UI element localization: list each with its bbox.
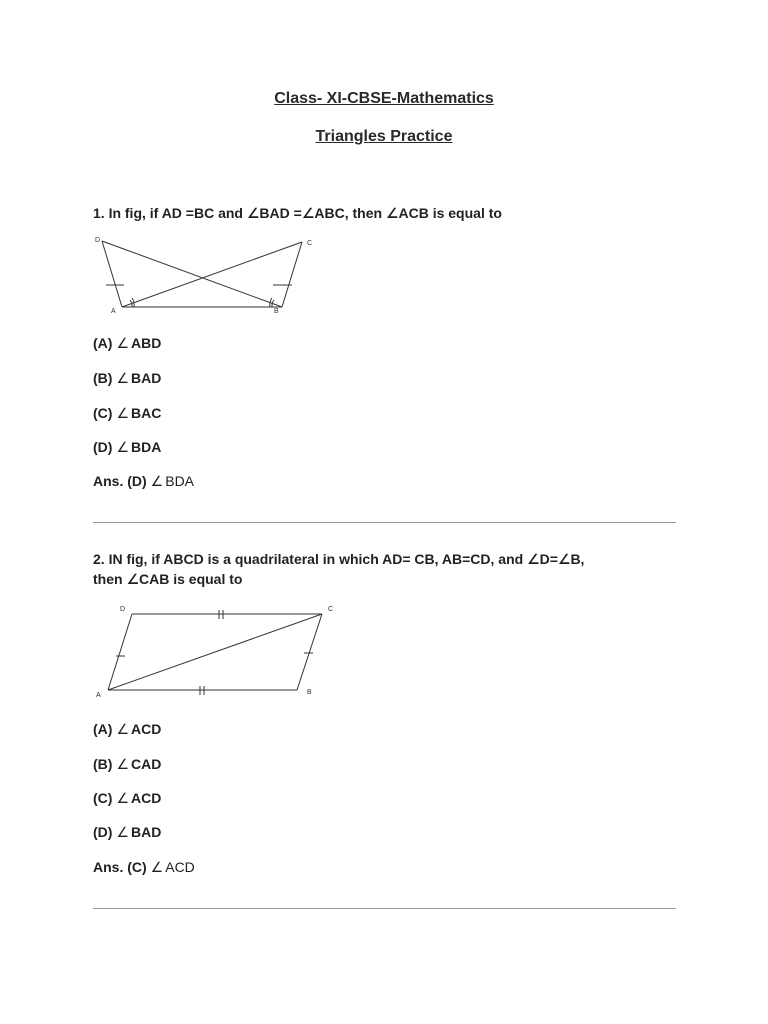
figure2-label-d: D (120, 606, 126, 613)
question-1-option-c: (C) ∠ BAC (93, 405, 162, 421)
figure2-label-b: B (307, 689, 312, 696)
question-1-option-d: (D) ∠ BDA (93, 439, 162, 455)
question-2-answer: Ans. (C) ∠ ACD (93, 859, 195, 875)
question-1-figure (92, 234, 322, 316)
figure2-label-a: A (96, 692, 101, 699)
question-1-answer: Ans. (D) ∠ BDA (93, 473, 195, 489)
divider-1 (93, 522, 676, 523)
question-2-text-line2: then ∠CAB is equal to (93, 571, 243, 587)
question-2-option-a: (A) ∠ ACD (93, 721, 162, 737)
question-1-option-a: (A) ∠ ABD (93, 335, 162, 351)
question-2-figure (92, 600, 342, 702)
figure1-label-d: D (95, 237, 101, 244)
question-2-option-c: (C) ∠ ACD (93, 790, 162, 806)
question-1-option-b: (B) ∠ BAD (93, 370, 162, 386)
question-2-option-d: (D) ∠ BAD (93, 824, 162, 840)
figure1-label-b: B (274, 308, 279, 315)
question-2-option-b: (B) ∠ CAD (93, 756, 162, 772)
figure2-label-c: C (328, 606, 334, 613)
figure1-label-a: A (111, 308, 116, 315)
figure1-label-c: C (307, 240, 313, 247)
document-title: Class- XI-CBSE-Mathematics (274, 90, 494, 107)
question-2-text-line1: 2. IN fig, if ABCD is a quadrilateral in which AD= CB, AB=CD, and ∠D=∠B, (93, 551, 585, 567)
divider-2 (93, 908, 676, 909)
question-1-text: 1. In fig, if AD =BC and ∠BAD =∠ABC, then ∠ACB is equal to (93, 205, 502, 221)
document-subtitle: Triangles Practice (315, 128, 453, 145)
